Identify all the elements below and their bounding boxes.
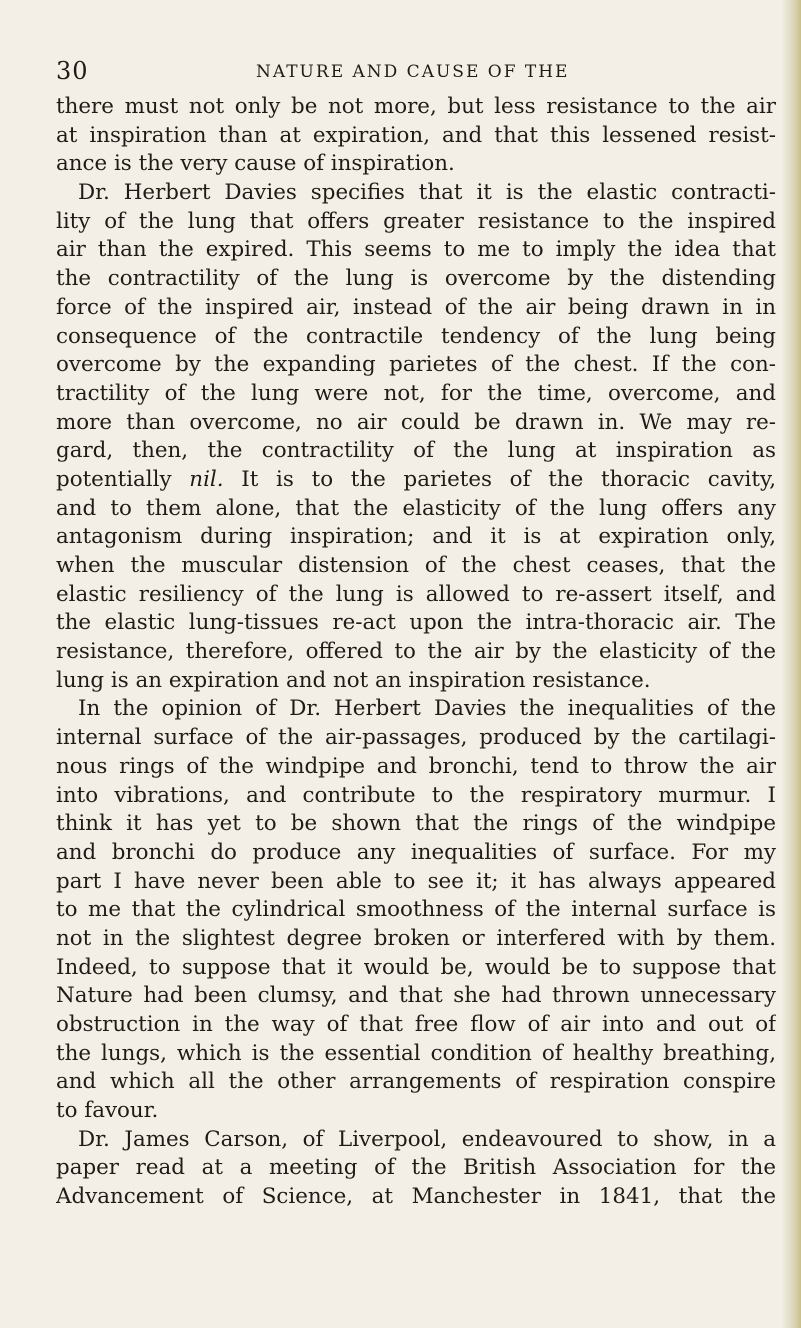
italic-word: nil. <box>189 466 224 492</box>
text-line: internal surface of the air-passages, produced by the cartilagi- <box>56 725 776 751</box>
text-line: at inspiration than at expiration, and that this lessened resist- <box>56 122 776 148</box>
text-line: air than the expired. This seems to me to imply the idea that <box>56 237 776 263</box>
text-line: the contractility of the lung is overcome by the distending <box>56 266 776 292</box>
text-line: into vibrations, and contribute to the respiratory murmur. I <box>56 782 776 808</box>
text-line: part I have never been able to see it; it has always appeared <box>56 868 776 894</box>
text-run: potentially <box>56 466 190 492</box>
text-line: not in the slightest degree broken or interfered with by them. <box>56 925 776 951</box>
text-line: nous rings of the windpipe and bronchi, tend to throw the air <box>56 753 776 779</box>
text-line: obstruction in the way of that free flow of air into and out of <box>56 1012 776 1037</box>
text-line: the elastic lung-tissues re-act upon the intra-thoracic air. The <box>56 610 776 636</box>
running-head: NATURE AND CAUSE OF THE <box>256 62 570 82</box>
text-line: antagonism during inspiration; and it is at expiration only, <box>56 524 776 550</box>
text-line: Dr. Herbert Davies specifies that it is the elastic contracti- <box>78 180 776 206</box>
page-number: 30 <box>56 57 89 85</box>
body-text <box>56 93 776 1212</box>
text-line: when the muscular distension of the chest ceases, that the <box>56 553 776 578</box>
text-line: In the opinion of Dr. Herbert Davies the inequalities of the <box>78 696 776 722</box>
text-line <box>56 466 776 495</box>
text-line: consequence of the contractile tendency of the lung being <box>56 323 776 349</box>
text-line: to me that the cylindrical smoothness of the internal surface is <box>56 897 776 923</box>
text-line: Indeed, to suppose that it would be, would be to suppose that <box>56 954 776 980</box>
text-run: It is to the parietes of the thoracic cavity, <box>223 466 776 492</box>
text-line: elastic resiliency of the lung is allowed to re-assert itself, and <box>56 581 776 607</box>
text-line: there must not only be not more, but less resistance to the air <box>56 94 776 119</box>
text-line: overcome by the expanding parietes of the chest. If the con- <box>56 352 776 378</box>
text-line: to favour. <box>56 1098 159 1124</box>
text-line: Nature had been clumsy, and that she had thrown unnecessary <box>56 983 776 1009</box>
text-line: lity of the lung that offers greater resistance to the inspired <box>56 208 776 234</box>
text-line: Dr. James Carson, of Liverpool, endeavoured to show, in a <box>78 1126 776 1152</box>
text-line: the lungs, which is the essential condition of healthy breathing, <box>56 1040 776 1066</box>
page-edge <box>781 0 801 1328</box>
text-line: paper read at a meeting of the British Association for the <box>56 1155 776 1181</box>
text-line: resistance, therefore, offered to the air by the elasticity of the <box>56 639 776 665</box>
page-header <box>56 57 756 89</box>
text-line: and to them alone, that the elasticity of the lung offers any <box>56 495 776 521</box>
text-line: tractility of the lung were not, for the time, overcome, and <box>56 380 776 406</box>
text-line: force of the inspired air, instead of the air being drawn in in <box>56 294 776 320</box>
text-line: more than overcome, no air could be drawn in. We may re- <box>56 409 776 435</box>
text-line: lung is an expiration and not an inspiration resistance. <box>56 667 651 693</box>
text-line: gard, then, the contractility of the lung at inspiration as <box>56 438 776 464</box>
text-line: and which all the other arrangements of respiration conspire <box>56 1069 776 1095</box>
text-line: and bronchi do produce any inequalities of surface. For my <box>56 839 776 865</box>
text-line: think it has yet to be shown that the rings of the windpipe <box>56 811 776 837</box>
text-line: Advancement of Science, at Manchester in 1841, that the <box>56 1184 776 1210</box>
text-line: ance is the very cause of inspiration. <box>56 151 455 177</box>
